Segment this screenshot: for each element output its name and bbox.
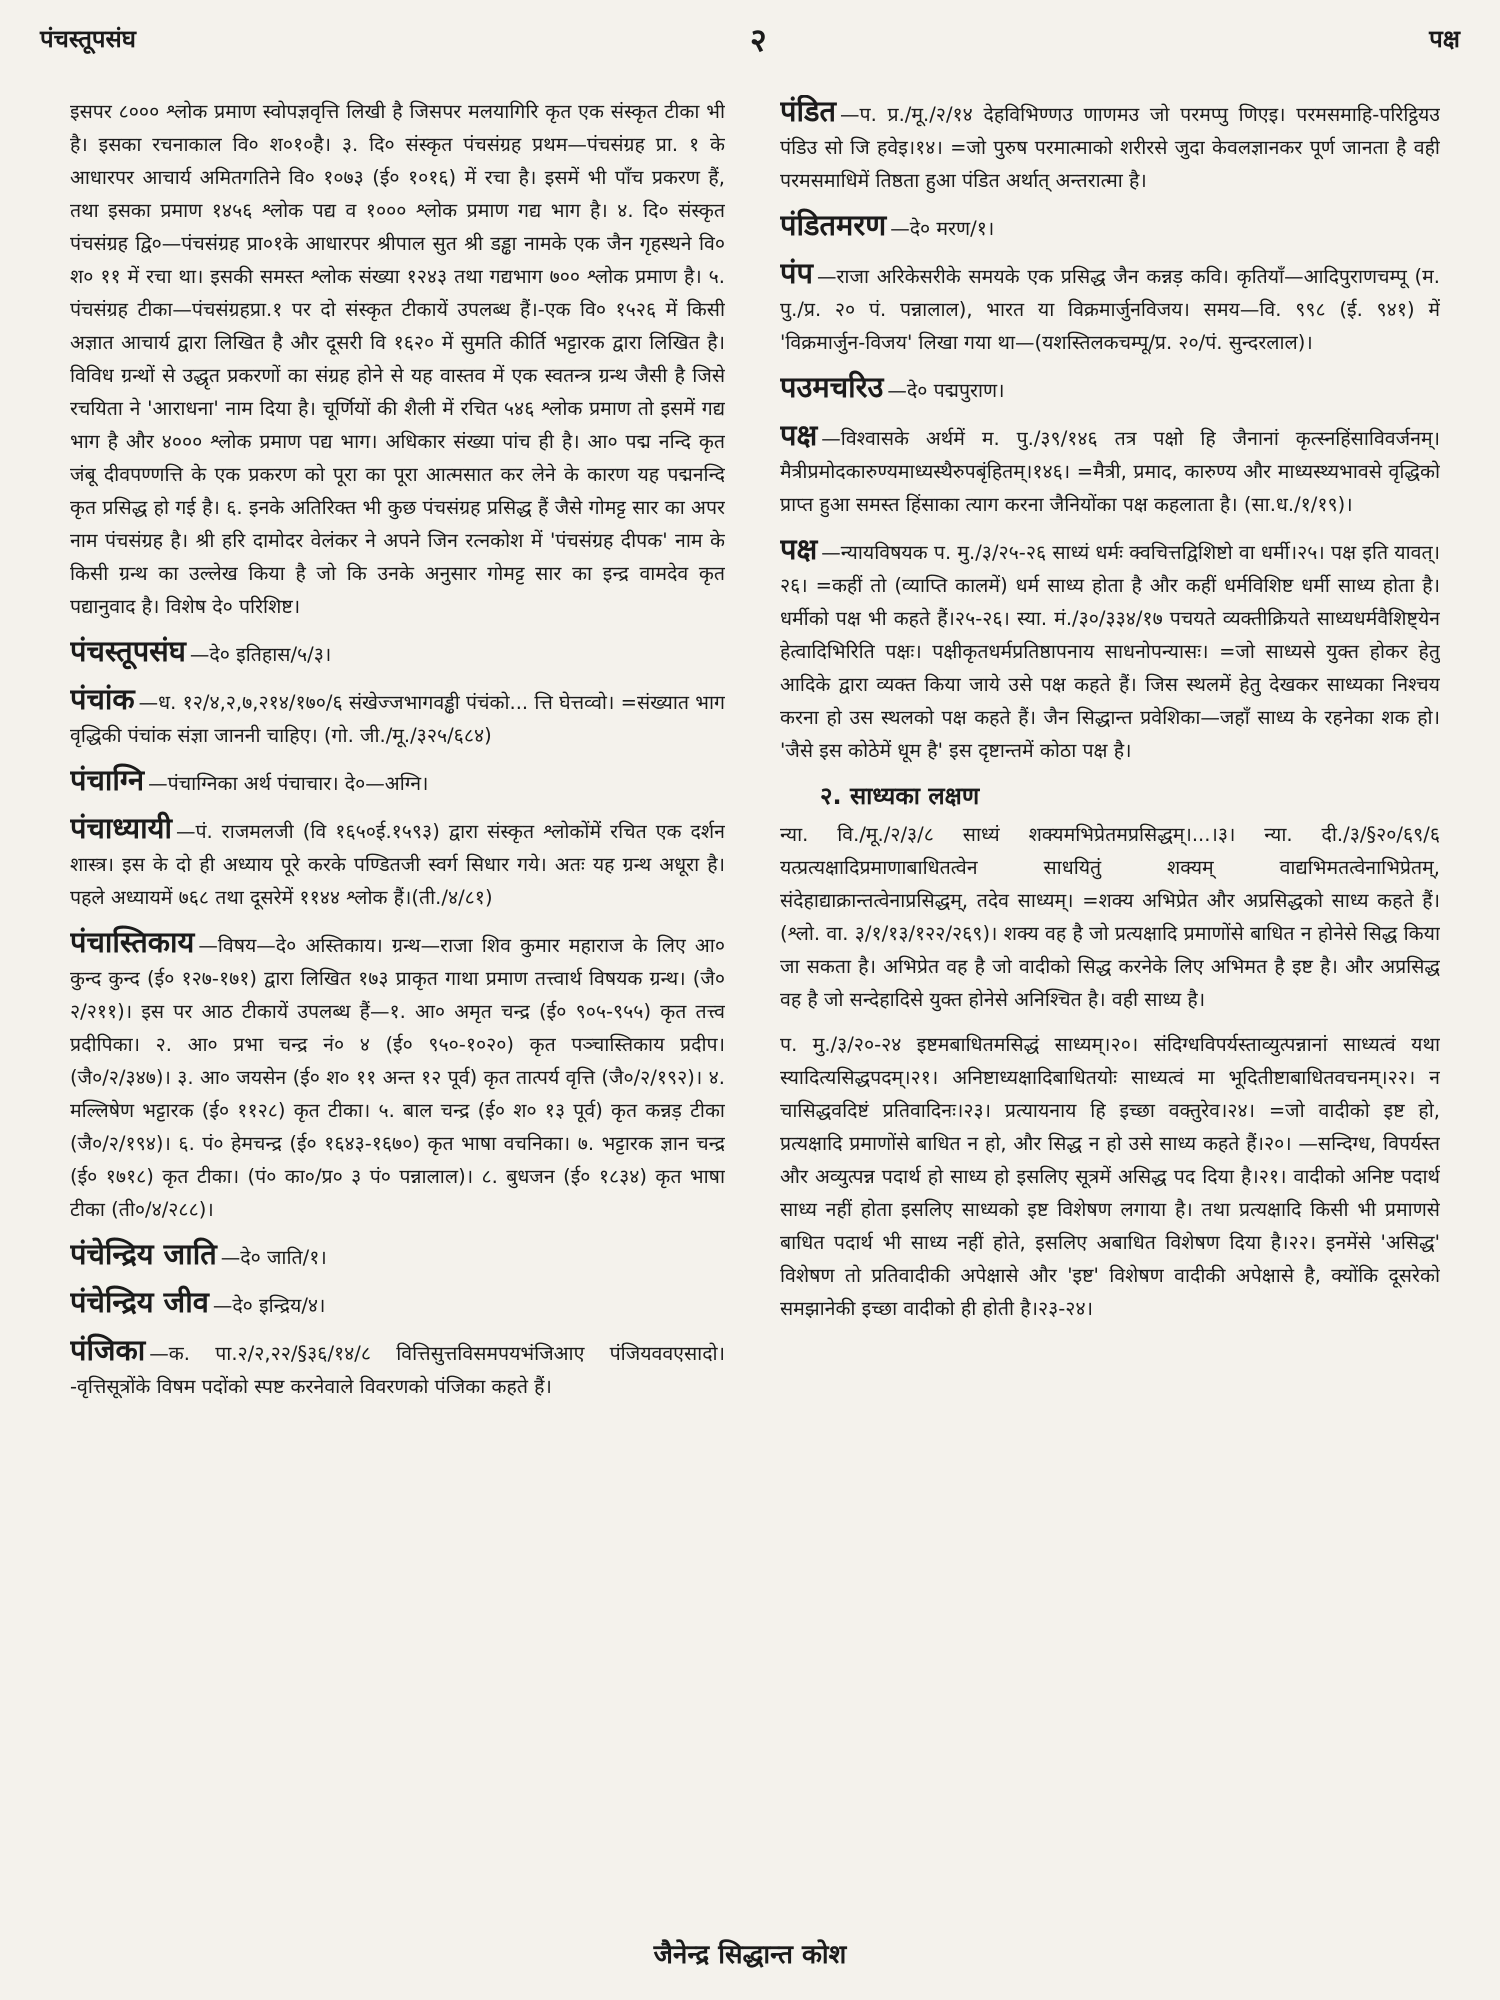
entry-paragraph — [780, 1028, 1440, 1325]
dictionary-entry — [70, 1334, 725, 1403]
dictionary-entry — [780, 533, 1440, 767]
dictionary-entry — [780, 371, 1440, 407]
entry-headword: पंचांक — [70, 682, 135, 716]
right-column — [780, 95, 1440, 1935]
page-number: २ — [750, 21, 767, 59]
dictionary-entry — [70, 926, 725, 1226]
entry-text: —न्यायविषयक प. मु./३/२५-२६ साध्यं धर्मः क्वचित्तद्विशिष्टो वा धर्मी।२५। पक्ष इति यावत्।२६। =कहीं तो (व्याप्ति कालमें) धर्म साध्य होता है और कहीं धर्मविशिष्ट धर्मी साध्य होता है। धर्मीको पक्ष भी कहते हैं।२५-२६। स्या. मं./३०/३३४/१७ पचयते व्यक्तीक्रियते साध्यधर्मवैशिष्ट्येन हेत्वादिभिरिति पक्षः। पक्षीकृतधर्मप्रतिष्ठापनाय साधनोपन्यासः। =जो साध्यसे युक्त होकर हेतु आदिके द्वारा व्यक्त किया जाये उसे पक्ष कहते हैं। जिस स्थलमें हेतु देखकर साध्यका निश्चय करना हो उस स्थलको पक्ष कहते हैं। जैन सिद्धान्त प्रवेशिका—जहाँ साध्य के रहनेका शक हो। 'जैसे इस कोठेमें धूम है' इस दृष्टान्तमें कोठा पक्ष है। — [780, 541, 1440, 762]
page-footer: जैनेन्द्र सिद्धान्त कोश — [653, 1940, 847, 1970]
dictionary-entry — [70, 764, 725, 800]
dictionary-entry — [70, 812, 725, 914]
dictionary-entry — [780, 95, 1440, 197]
entry-paragraph — [70, 683, 725, 752]
dictionary-entry — [780, 257, 1440, 359]
entry-paragraph — [70, 926, 725, 1226]
header-right-guide-word: पक्ष — [1429, 25, 1460, 53]
entry-paragraph — [780, 257, 1440, 359]
entry-text: न्या. वि./मू./२/३/८ साध्यं शक्यमभिप्रेतमप्रसिद्धम्।...।३। न्या. दी./३/§२०/६९/६ यत्प्रत्यक्षादिप्रमाणाबाधितत्वेन साधयितुं शक्यम् वाद्यभिमतत्वेनाभिप्रेतम्, संदेहाद्याक्रान्तत्वेनाप्रसिद्धम्, तदेव साध्यम्। =शक्य अभिप्रेत और अप्रसिद्धको साध्य कहते हैं। (श्लो. वा. ३/१/१३/१२२/२६९)। शक्य वह है जो प्रत्यक्षादि प्रमाणोंसे बाधित न होनेसे सिद्ध किया जा सकता है। अभिप्रेत वह है जो वादीको सिद्ध करनेके लिए अभिमत है इष्ट है। और अप्रसिद्ध वह है जो सन्देहादिसे युक्त होनेसे अनिश्चित है। वही साध्य है। — [780, 823, 1440, 1011]
entry-paragraph — [780, 533, 1440, 767]
dictionary-entry — [70, 635, 725, 671]
entry-headword: पंचाग्नि — [70, 763, 145, 797]
entry-headword: पंडित — [780, 95, 837, 128]
entry-headword: पंप — [780, 256, 813, 290]
entry-paragraph — [70, 812, 725, 914]
entry-paragraph — [70, 764, 725, 800]
entry-text: —प. प्र./मू./२/१४ देहविभिण्णउ णाणमउ जो परमप्पु णिएइ। परमसमाहि-परिट्ठियउ पंडिउ सो जि हवेइ।१४। =जो पुरुष परमात्माको शरीरसे जुदा केवलज्ञानकर पूर्ण जानता है वही परमसमाधिमें तिष्ठता हुआ पंडित अर्थात् अन्तरात्मा है। — [780, 103, 1440, 192]
left-column — [70, 95, 725, 1935]
dictionary-entry — [70, 1286, 725, 1322]
entry-headword: पउमचरिउ — [780, 370, 884, 404]
entry-paragraph — [780, 209, 1440, 245]
entry-text: —क. पा.२/२,२२/§३६/१४/८ वित्तिसुत्तविसमपयभंजिआए पंजियववएसादो। -वृत्तिसूत्रोंके विषम पदोंको स्पष्ट करनेवाले विवरणको पंजिका कहते हैं। — [70, 1342, 725, 1398]
entry-paragraph — [780, 95, 1440, 197]
entry-text: —दे० इन्द्रिय/४। — [212, 1294, 326, 1317]
header-left-guide-word: पंचस्तूपसंघ — [40, 25, 136, 53]
entry-paragraph — [780, 818, 1440, 1016]
entry-paragraph — [780, 371, 1440, 407]
entry-headword: पंजिका — [70, 1333, 146, 1367]
entry-text: —विश्वासके अर्थमें म. पु./३९/१४६ तत्र पक्षो हि जैनानां कृत्स्नहिंसाविवर्जनम्। मैत्रीप्रमोदकारुण्यमाध्यस्थैरुपबृंहितम्।१४६। =मैत्री, प्रमाद, कारुण्य और माध्यस्थ्यभावसे वृद्धिको प्राप्त हुआ समस्त हिंसाका त्याग करना जैनियोंका पक्ष कहलाता है। (सा.ध./१/१९)। — [780, 427, 1440, 516]
entry-headword: पंचस्तूपसंघ — [70, 634, 186, 668]
entry-headword: पंडितमरण — [780, 208, 887, 242]
entry-text: —दे० पद्मपुराण। — [887, 379, 1005, 402]
entry-headword: पक्ष — [780, 532, 818, 566]
entry-text: —ध. १२/४,२,७,२१४/१७०/६ संखेज्जभागवड्ढी पंचंको... त्ति घेत्तव्वो। =संख्यात भाग वृद्धिकी पंचांक संज्ञा जाननी चाहिए। (गो. जी./मू./३२५/६८४) — [70, 691, 725, 747]
section-heading: २. साध्यका लक्षण — [820, 782, 980, 810]
entry-paragraph — [70, 1334, 725, 1403]
dictionary-entry — [780, 419, 1440, 521]
entry-text: —विषय—दे० अस्तिकाय। ग्रन्थ—राजा शिव कुमार महाराज के लिए आ० कुन्द कुन्द (ई० १२७-१७१) द्वारा लिखित १७३ प्राकृत गाथा प्रमाण तत्त्वार्थ विषयक ग्रन्थ। (जै० २/२११)। इस पर आठ टीकायें उपलब्ध हैं—१. आ० अमृत चन्द्र (ई० ९०५-९५५) कृत तत्त्व प्रदीपिका। २. आ० प्रभा चन्द्र नं० ४ (ई० ९५०-१०२०) कृत पञ्चास्तिकाय प्रदीप। (जै०/२/३४७)। ३. आ० जयसेन (ई० श० ११ अन्त १२ पूर्व) कृत तात्पर्य वृत्ति (जै०/२/१९२)। ४. मल्लिषेण भट्टारक (ई० ११२८) कृत टीका। ५. बाल चन्द्र (ई० श० १३ पूर्व) कृत कन्नड़ टीका (जै०/२/१९४)। ६. पं० हेमचन्द्र (ई० १६४३-१६७०) कृत भाषा वचनिका। ७. भट्टारक ज्ञान चन्द्र (ई० १७१८) कृत टीका। (पं० का०/प्र० ३ पं० पन्नालाल)। ८. बुधजन (ई० १८३४) कृत भाषा टीका (ती०/४/२८८)। — [70, 934, 725, 1221]
entry-text: —राजा अरिकेसरीके समयके एक प्रसिद्ध जैन कन्नड़ कवि। कृतियाँ—आदिपुराणचम्पू (म. पु./प्र. २० पं. पन्नालाल), भारत या विक्रमार्जुनविजय। समय—वि. ९९८ (ई. ९४१) में 'विक्रमार्जुन-विजय' लिखा गया था—(यशस्तिलकचम्पू/प्र. २०/पं. सुन्दरलाल)। — [780, 265, 1440, 354]
page-header — [40, 22, 1460, 62]
entry-text: —दे० इतिहास/५/३। — [189, 643, 332, 666]
entry-headword: पंचाध्यायी — [70, 811, 172, 845]
entry-text: इसपर ८००० श्लोक प्रमाण स्वोपज्ञवृत्ति लिखी है जिसपर मलयागिरि कृत एक संस्कृत टीका भी है। इसका रचनाकाल वि० श०१०है। ३. दि० संस्कृत पंचसंग्रह प्रथम—पंचसंग्रह प्रा. १ के आधारपर आचार्य अमितगतिने वि० १०७३ (ई० १०१६) में रचा है। इसमें भी पाँच प्रकरण हैं, तथा इसका प्रमाण १४५६ श्लोक पद्य व १००० श्लोक प्रमाण गद्य भाग है। ४. दि० संस्कृत पंचसंग्रह द्वि०—पंचसंग्रह प्रा०१के आधारपर श्रीपाल सुत श्री डड्ढा नामके एक जैन गृहस्थने वि० श० ११ में रचा था। इसकी समस्त श्लोक संख्या १२४३ तथा गद्यभाग ७०० श्लोक प्रमाण है। ५. पंचसंग्रह टीका—पंचसंग्रहप्रा.१ पर दो संस्कृत टीकायें उपलब्ध हैं।-एक वि० १५२६ में किसी अज्ञात आचार्य द्वारा लिखित है और दूसरी वि १६२० में सुमति कीर्ति भट्टारक द्वारा लिखित है। विविध ग्रन्थों से उद्धृत प्रकरणों का संग्रह होने से यह वास्तव में एक स्वतन्त्र ग्रन्थ जैसी है जिसे रचयिता ने 'आराधना' नाम दिया है। चूर्णियों की शैली में रचित ५४६ श्लोक प्रमाण तो इसमें गद्य भाग है और ४००० श्लोक प्रमाण पद्य भाग। अधिकार संख्या पांच ही है। आ० पद्म नन्दि कृत जंबू दीवपण्णत्ति के एक प्रकरण को पूरा का पूरा आत्मसात कर लेने के कारण यह पद्मनन्दि कृत प्रसिद्ध हो गई है। ६. इनके अतिरिक्त भी कुछ पंचसंग्रह प्रसिद्ध हैं जैसे गोमट्ट सार का अपर नाम पंचसंग्रह है। श्री हरि दामोदर वेलंकर ने अपने जिन रत्नकोश में 'पंचसंग्रह दीपक' नाम के किसी ग्रन्थ का उल्लेख किया है जो कि उनके अनुसार गोमट्ट सार का इन्द्र वामदेव कृत पद्यानुवाद है। विशेष दे० परिशिष्ट। — [70, 100, 725, 618]
entry-text: —दे० जाति/१। — [220, 1246, 327, 1269]
entry-text: —पंचाग्निका अर्थ पंचाचार। दे०—अग्नि। — [148, 772, 429, 795]
dictionary-entry — [780, 818, 1440, 1016]
entry-headword: पंचेन्द्रिय जाति — [70, 1237, 217, 1271]
entry-paragraph — [70, 1238, 725, 1274]
entry-paragraph — [780, 419, 1440, 521]
dictionary-entry — [70, 683, 725, 752]
dictionary-entry — [780, 209, 1440, 245]
dictionary-entry — [70, 1238, 725, 1274]
entry-text: —पं. राजमलजी (वि १६५०ई.१५९३) द्वारा संस्कृत श्लोकोंमें रचित एक दर्शन शास्त्र। इस के दो ही अध्याय पूरे करके पण्डितजी स्वर्ग सिधार गये। अतः यह ग्रन्थ अधूरा है। पहले अध्यायमें ७६८ तथा दूसरेमें ११४४ श्लोक हैं।(ती./४/८१) — [70, 820, 725, 909]
entry-paragraph — [70, 1286, 725, 1322]
entry-text: प. मु./३/२०-२४ इष्टमबाधितमसिद्धं साध्यम्।२०। संदिग्धविपर्यस्ताव्युत्पन्नानां साध्यत्वं यथा स्यादित्यसिद्धपदम्।२१। अनिष्टाध्यक्षादिबाधितयोः साध्यत्वं मा भूदितीष्टाबाधितवचनम्।२२। न चासिद्धवदिष्टं प्रतिवादिनः।२३। प्रत्यायनाय हि इच्छा वक्तुरेव।२४। =जो वादीको इष्ट हो, प्रत्यक्षादि प्रमाणोंसे बाधित न हो, और सिद्ध न हो उसे साध्य कहते हैं।२०। —सन्दिग्ध, विपर्यस्त और अव्युत्पन्न पदार्थ हो साध्य हो इसलिए सूत्रमें असिद्ध पद दिया है।२१। वादीको अनिष्ट पदार्थ साध्य नहीं होता इसलिए साध्यको इष्ट विशेषण लगाया है। तथा प्रत्यक्षादि किसी भी प्रमाणसे बाधित पदार्थ भी साध्य नहीं होते, इसलिए अबाधित विशेषण दिया है।२२। इनमेंसे 'असिद्ध' विशेषण तो प्रतिवादीकी अपेक्षासे और 'इष्ट' विशेषण वादीकी अपेक्षासे है, क्योंकि दूसरेको समझानेकी इच्छा वादीको ही होती है।२३-२४। — [780, 1033, 1440, 1320]
entry-headword: पक्ष — [780, 418, 818, 452]
dictionary-entry — [70, 95, 725, 623]
entry-headword: पंचास्तिकाय — [70, 925, 195, 959]
entry-headword: पंचेन्द्रिय जीव — [70, 1285, 209, 1319]
entry-text: —दे० मरण/१। — [890, 217, 995, 240]
dictionary-entry — [780, 1028, 1440, 1325]
entry-paragraph — [70, 635, 725, 671]
entry-paragraph — [70, 95, 725, 623]
